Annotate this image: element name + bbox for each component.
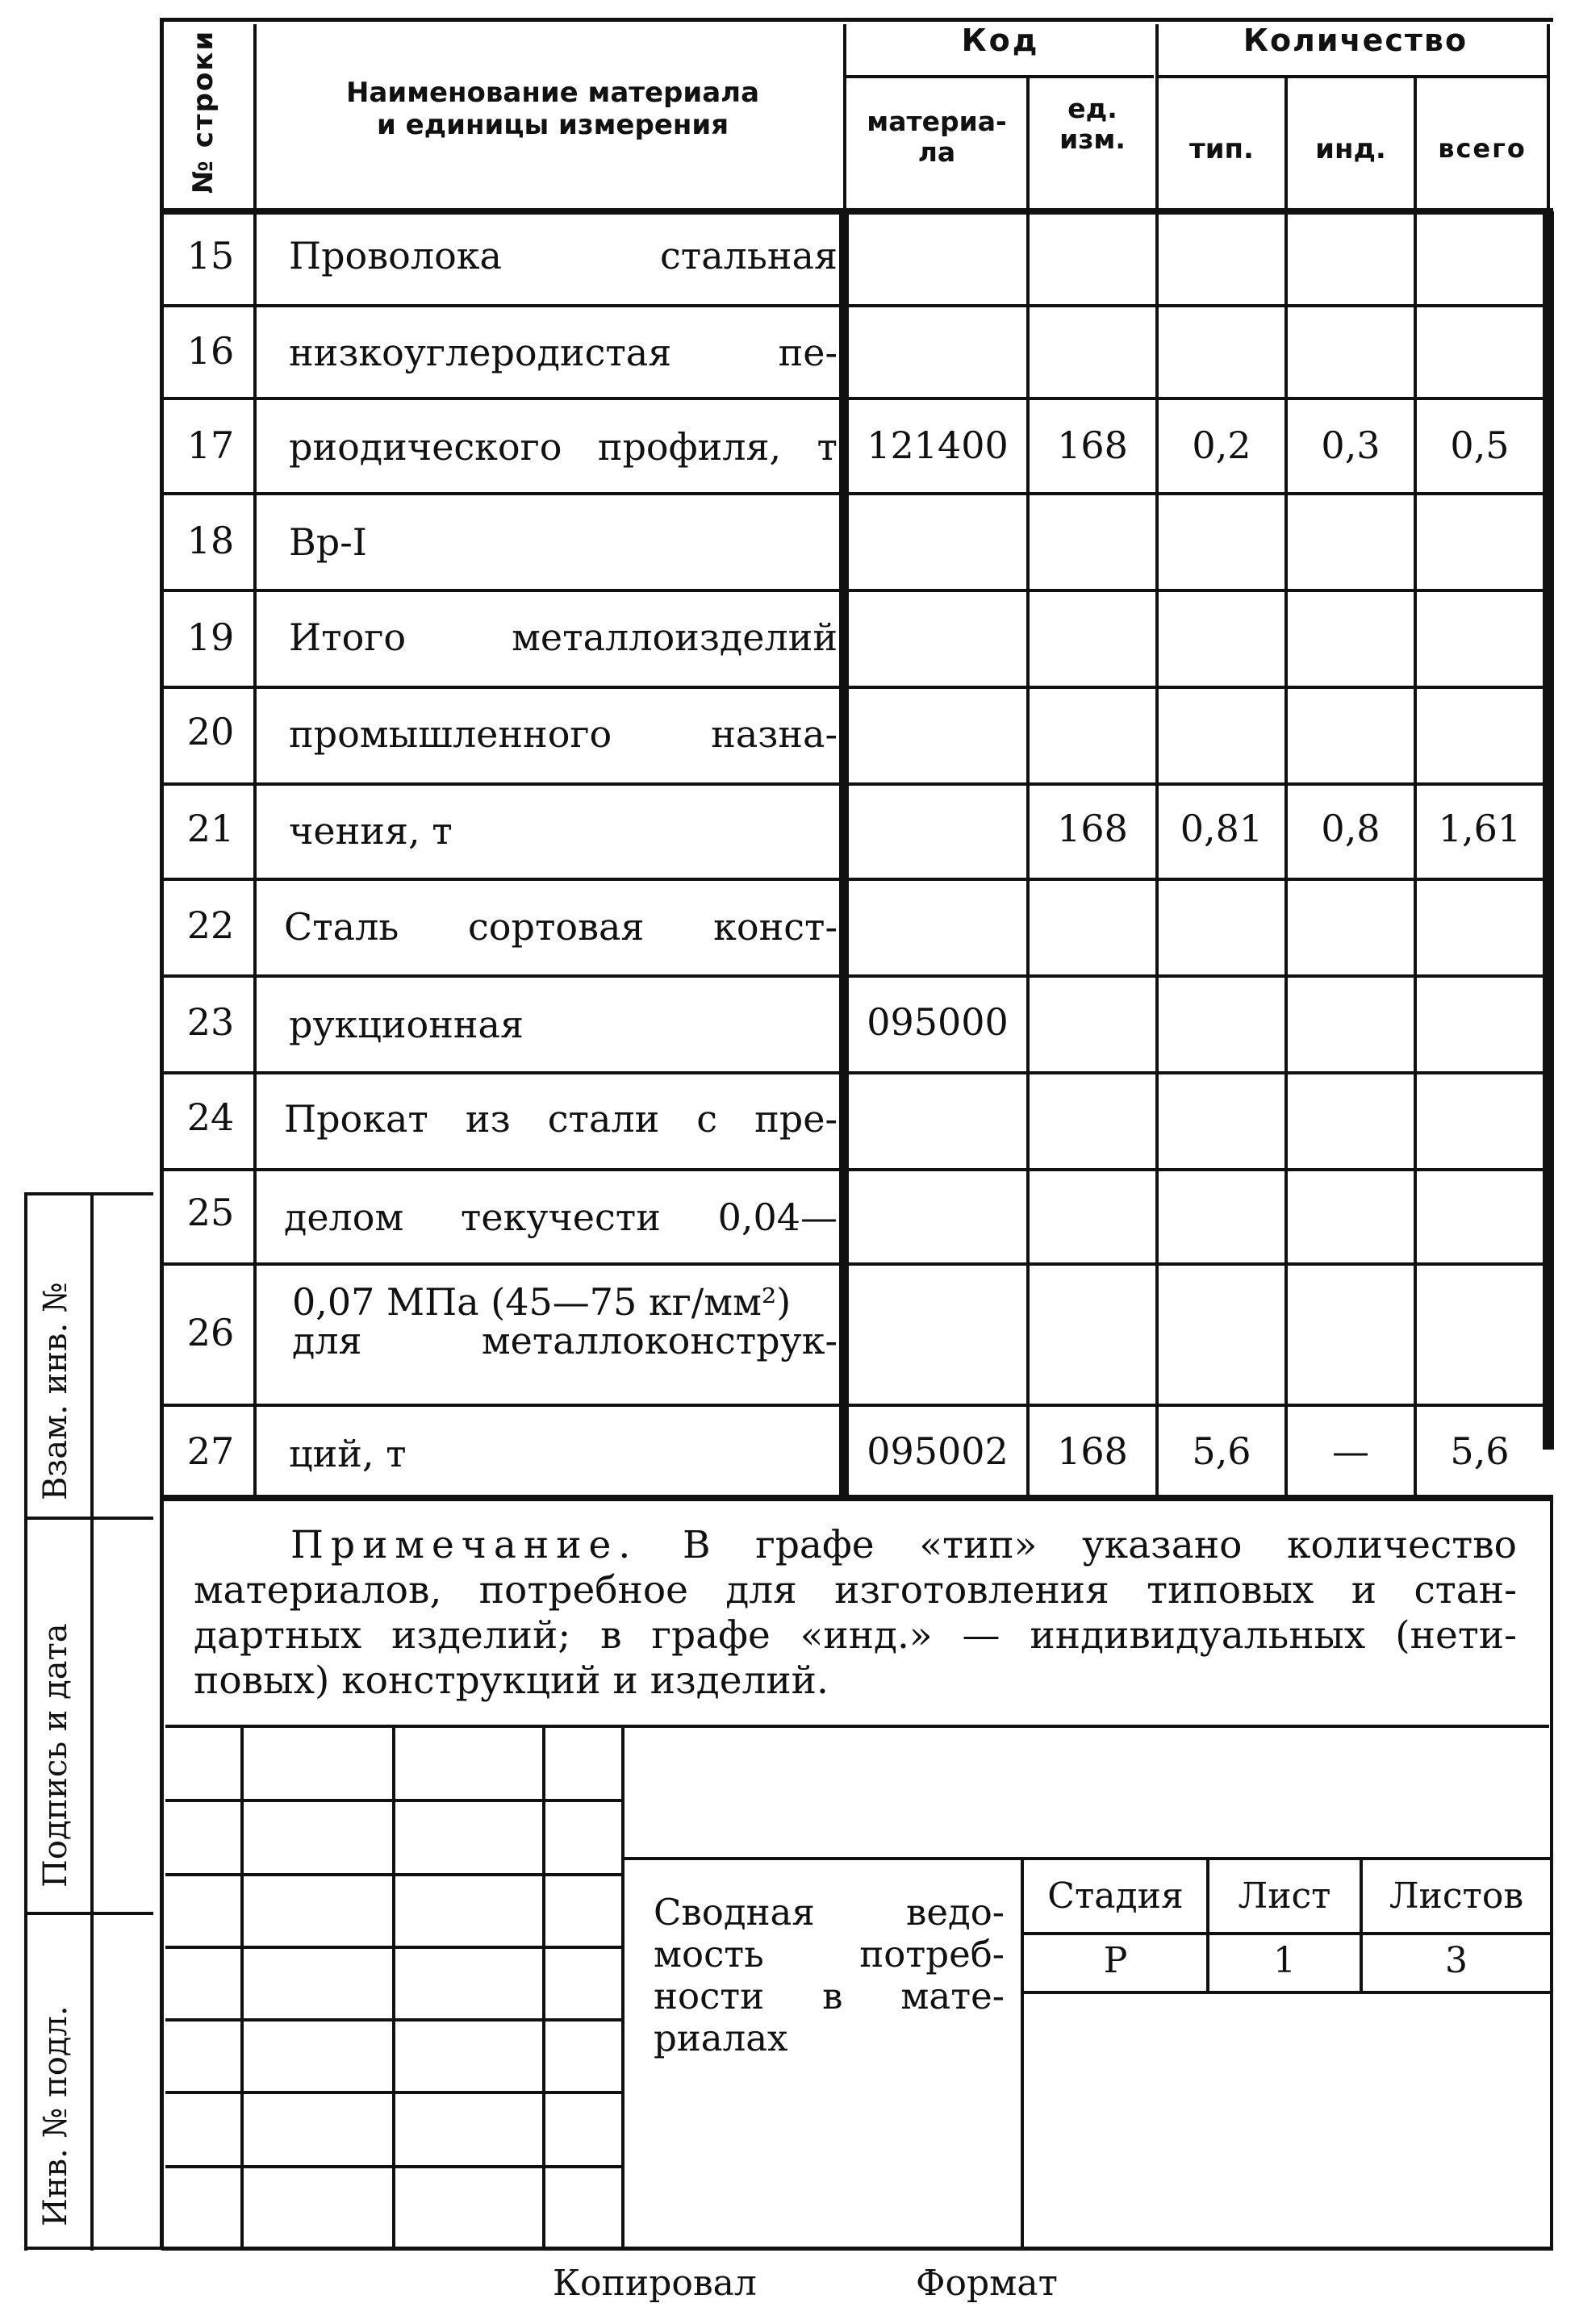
qty-ind-value: 0,8 (1321, 807, 1381, 850)
header-material-name: Наименование материала и единицы измерения (345, 77, 760, 141)
note-label: Примечание. (290, 1523, 638, 1567)
row-name: промышленного назна- (289, 712, 838, 756)
row-name: низкоуглеродистая пе- (289, 331, 838, 374)
qty-tip-value: 0,81 (1180, 807, 1264, 850)
row-name: риодического профиля, т (289, 425, 838, 469)
qty-total-value: 1,61 (1438, 807, 1522, 850)
sidebar-signature-date: Подпись и дата (37, 1623, 74, 1888)
qty-total-value: 0,5 (1450, 423, 1510, 467)
header-row-number: № строки (187, 29, 219, 194)
header-qty-ind: инд. (1315, 133, 1386, 165)
row-number: 27 (186, 1429, 235, 1473)
header-code-group: Код (961, 23, 1040, 58)
row-number: 21 (186, 807, 235, 850)
stamp-stage-value: Р (1103, 1940, 1128, 1981)
row-number: 19 (186, 615, 235, 659)
row-number: 22 (186, 903, 235, 947)
sidebar-original-inv: Инв. № подл. (37, 2005, 74, 2226)
code-material-value: 095002 (867, 1429, 1009, 1473)
qty-ind-value: 0,3 (1321, 423, 1381, 467)
footer-format: Формат (916, 2263, 1058, 2304)
code-unit-value: 168 (1057, 423, 1128, 467)
row-name: рукционная (289, 1003, 524, 1046)
row-number: 24 (186, 1095, 235, 1139)
note: Примечание. В графе «тип» указано количество материалов, потребное для изготовления типовых и стан- дартных изделий; в графе «инд.» — индивидуальных (нети- повых) конструкций и изделий. (194, 1523, 1517, 1703)
header-qty-tip: тип. (1189, 133, 1254, 165)
row-name: Сталь сортовая конст- (284, 905, 838, 949)
sidebar-replaced-inv: Взам. инв. № (37, 1282, 74, 1500)
row-name: Прокат из стали с пре- (284, 1097, 838, 1141)
header-code-unit: ед. изм. (1059, 93, 1126, 155)
qty-tip-value: 0,2 (1192, 423, 1251, 467)
row-number: 15 (186, 234, 235, 277)
qty-total-value: 5,6 (1450, 1429, 1510, 1473)
code-material-value: 095000 (867, 1000, 1009, 1044)
row-name: чения, т (289, 809, 453, 853)
row-number: 20 (186, 710, 235, 753)
header-code-material: материа- ла (867, 106, 1007, 168)
row-name: Bp-I (289, 520, 367, 564)
row-number: 16 (186, 329, 235, 373)
row-number: 18 (186, 519, 235, 562)
stamp-sheets-value: 3 (1445, 1940, 1468, 1981)
qty-ind-value: — (1332, 1429, 1369, 1473)
code-unit-value: 168 (1057, 1429, 1128, 1473)
stamp-stage-label: Стадия (1047, 1875, 1184, 1917)
row-number: 25 (186, 1191, 235, 1234)
stamp-sheet-label: Лист (1238, 1875, 1331, 1917)
row-name: Проволока стальная (289, 234, 838, 277)
header-quantity-group: Количество (1243, 23, 1468, 58)
stamp-title: Сводная ведо- мость потреб- ности в мате- риалах (654, 1891, 1005, 2059)
row-name: ций, т (289, 1432, 407, 1475)
row-name: делом текучести 0,04— (284, 1195, 838, 1239)
row-number: 26 (186, 1311, 235, 1354)
qty-tip-value: 5,6 (1192, 1429, 1251, 1473)
code-unit-value: 168 (1057, 807, 1128, 850)
row-name: 0,07 МПа (45—75 кг/мм²) для металлоконструк- (292, 1280, 838, 1362)
stamp-sheets-label: Листов (1389, 1875, 1524, 1917)
header-qty-total: всего (1438, 133, 1527, 164)
row-name: Итого металлоизделий (289, 615, 838, 659)
row-number: 17 (186, 423, 235, 467)
code-material-value: 121400 (867, 423, 1009, 467)
stamp-sheet-value: 1 (1273, 1940, 1296, 1981)
footer-copied: Копировал (553, 2263, 757, 2304)
row-number: 23 (186, 1000, 235, 1044)
